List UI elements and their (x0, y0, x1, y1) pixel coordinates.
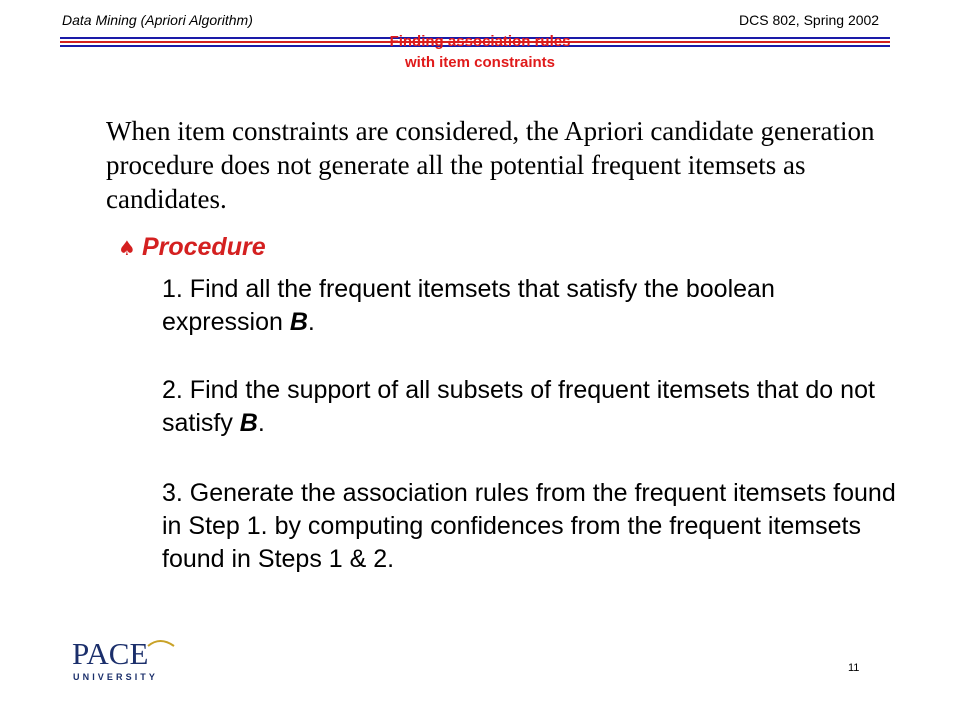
intro-paragraph: When item constraints are considered, the Apriori candidate generation procedure does not generate all the potential frequent itemsets as candidates. (106, 116, 875, 214)
pace-university-logo (70, 634, 180, 682)
procedure-step-2 (162, 374, 902, 440)
step-1-text: 1. Find all the frequent itemsets that satisfy the boolean expression (162, 275, 775, 336)
procedure-step-1 (162, 273, 902, 339)
logo-wordmark: PACE (72, 636, 149, 671)
step-2-text: 2. Find the support of all subsets of frequent itemsets that do not satisfy (162, 376, 875, 437)
header-course-term: DCS 802, Spring 2002 (739, 12, 880, 28)
procedure-heading-label: Procedure (141, 233, 266, 261)
procedure-step-3: 3. Generate the association rules from the frequent itemsets found in Step 1. by computing confidences from the frequent itemsets found in Steps 1 & 2. (162, 479, 896, 573)
page-number: 11 (848, 662, 860, 674)
slide-title-line-2: with item constraints (404, 54, 556, 71)
step-1-end: . (307, 308, 315, 336)
spade-bullet-icon: ♠ (118, 236, 136, 260)
step-2-end: . (257, 409, 265, 437)
step-1-variable: B (289, 308, 308, 336)
logo-subtext: UNIVERSITY (73, 672, 159, 682)
step-2-variable: B (239, 409, 258, 437)
procedure-heading (118, 233, 266, 262)
slide-title-line-1: Finding association rules (389, 33, 571, 50)
slide-title (300, 31, 660, 73)
header-course-title: Data Mining (Apriori Algorithm) (62, 12, 253, 28)
